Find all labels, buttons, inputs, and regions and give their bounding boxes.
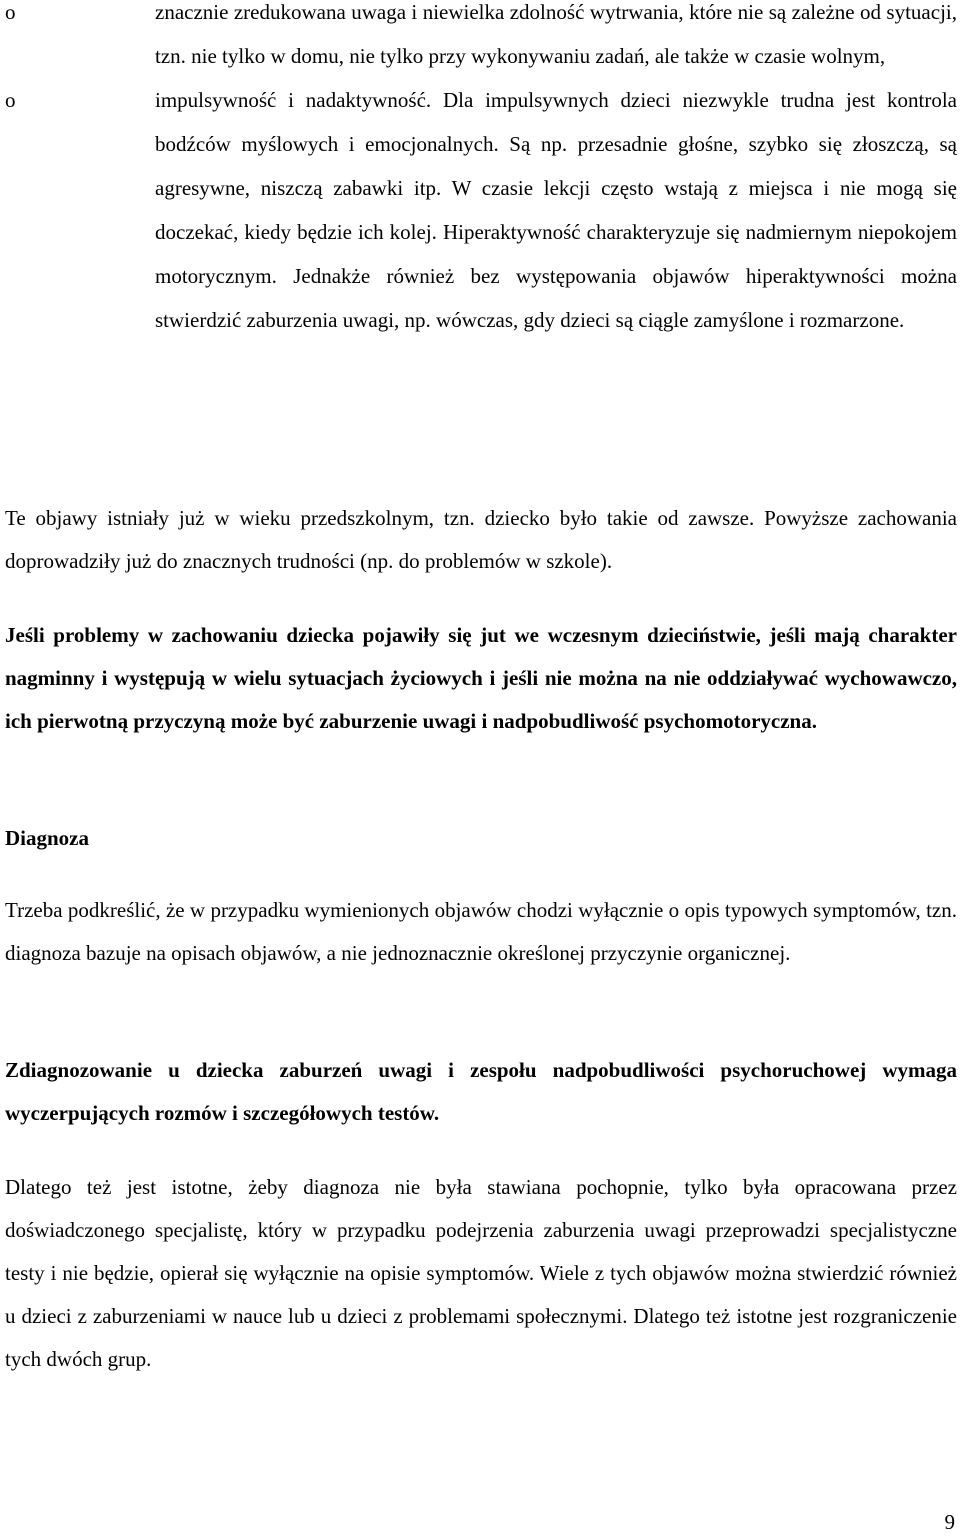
section-heading-diagnosis: Diagnoza	[5, 826, 89, 850]
list-item-text: impulsywność i nadaktywność. Dla impulsywnych dzieci niezwykle trudna jest kontrola bodźców myślowych i emocjonalnych. Są np. przesadnie głośne, szybko się złoszczą, są agresywne, niszczą zabawki itp. W czasie lekcji często wstają z miejsca i nie mogą się doczekać, kiedy będzie ich kolej. Hiperaktywność charakteryzuje się nadmiernym niepokojem motorycznym. Jednakże również bez występowania objawów hiperaktywności można stwierdzić zaburzenia uwagi, np. wówczas, gdy dzieci są ciągle zamyślone i rozmarzone.	[155, 88, 957, 332]
paragraph-symptoms-history: Te objawy istniały już w wieku przedszkolnym, tzn. dziecko było takie od zawsze. Powyższe zachowania doprowadziły już do znacznych trudności (np. do problemów w szkole).	[5, 506, 957, 573]
bullet-marker: o	[5, 0, 16, 24]
list-item	[5, 0, 957, 78]
paragraph-early-childhood: Jeśli problemy w zachowaniu dziecka pojawiły się jut we wczesnym dzieciństwie, jeśli mają charakter nagminny i występują w wielu sytuacjach życiowych i jeśli nie można na nie oddziaływać wychowawczo, ich pierwotną przyczyną może być zaburzenie uwagi i nadpobudliwość psychomotoryczna.	[5, 623, 957, 733]
paragraph-diagnosis-requirements: Zdiagnozowanie u dziecka zaburzeń uwagi i zespołu nadpobudliwości psychoruchowej wymaga wyczerpujących rozmów i szczegółowych testów.	[5, 1058, 957, 1125]
bullet-marker: o	[5, 88, 16, 112]
paragraph-diagnosis-intro: Trzeba podkreślić, że w przypadku wymienionych objawów chodzi wyłącznie o opis typowych symptomów, tzn. diagnoza bazuje na opisach objawów, a nie jednoznacznie określonej przyczynie organicznej.	[5, 898, 957, 965]
paragraph-specialist: Dlatego też jest istotne, żeby diagnoza nie była stawiana pochopnie, tylko była opracowana przez doświadczonego specjalistę, który w przypadku podejrzenia zaburzenia uwagi przeprowadzi specjalistyczne testy i nie będzie, opierał się wyłącznie na opisie symptomów. Wiele z tych objawów można stwierdzić również u dzieci z zaburzeniami w nauce lub u dzieci z problemami społecznymi. Dlatego też istotne jest rozgraniczenie tych dwóch grup.	[5, 1175, 957, 1371]
list-item-text: znacznie zredukowana uwaga i niewielka zdolność wytrwania, które nie są zależne od sytuacji, tzn. nie tylko w domu, nie tylko przy wykonywaniu zadań, ale także w czasie wolnym,	[155, 0, 957, 68]
list-item	[5, 78, 957, 342]
symptom-list	[5, 0, 957, 342]
page-number: 9	[944, 1510, 955, 1534]
